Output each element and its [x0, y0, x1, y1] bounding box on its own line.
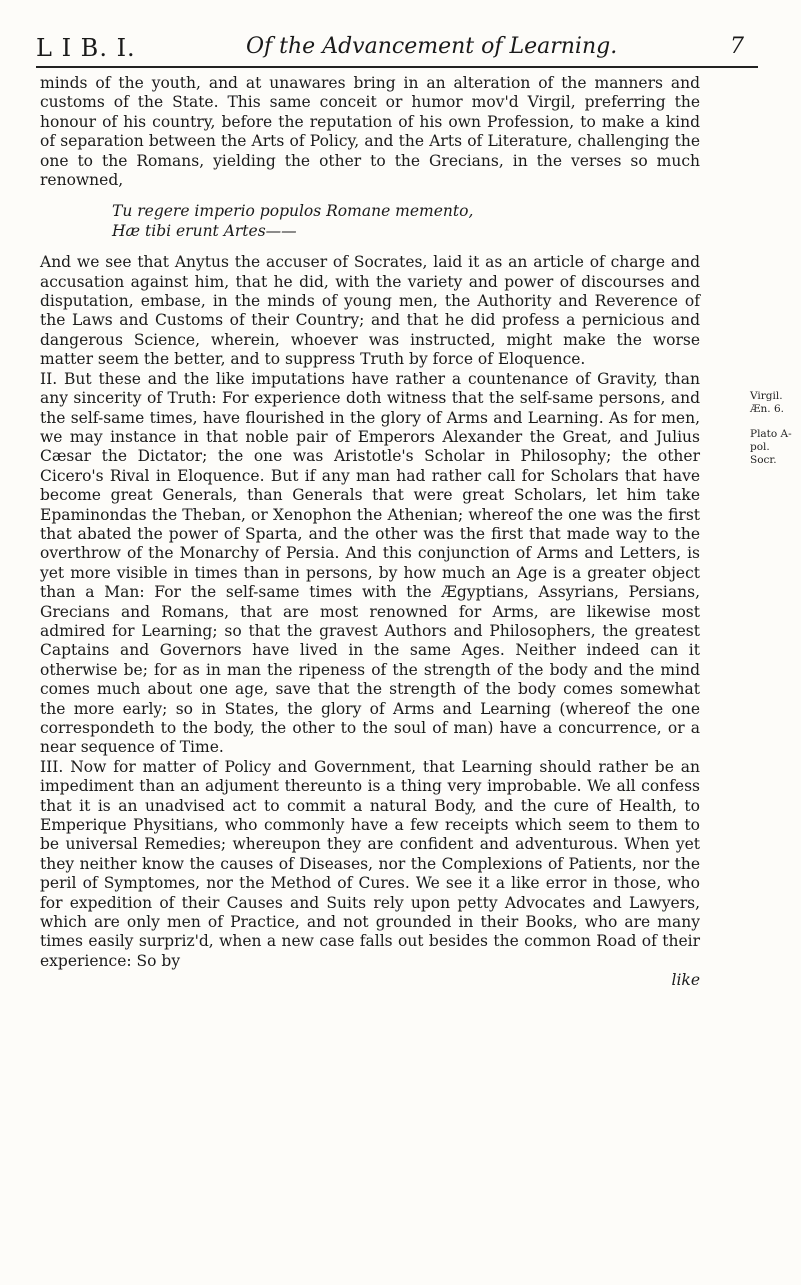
margin-note-plato: Plato A-pol. Socr. — [750, 428, 792, 466]
paragraph-4: III. Now for matter of Policy and Government, that Learning should rather be an impediment than an adjument thereunto is a thing very improbable. We all confess that it is an unadvised act to commit a natural Body, and the cure of Health, to Emperique Physitians, who commonly have a few receipts which seem to them to be universal Remedies; whereupon they are confident and adventurous. When yet they neither know the causes of Diseases, nor the Complexions of Patients, nor the peril of Symptomes, nor the Method of Cures. We see it a like error in those, who for expedition of their Causes and Suits rely upon petty Advocates and Lawyers, which are only men of Practice, and not grounded in their Books, who are many times easily surpriz'd, when a new case falls out besides the common Road of their experience: So by — [40, 757, 700, 970]
running-title: Of the Advancement of Learning. — [246, 34, 618, 59]
paragraph-3: II. But these and the like imputations have rather a countenance of Gravity, than any sincerity of Truth: For experience doth witness that the self-same persons, and the self-same times, have flourished in the glory of Arms and Learning. As for men, we may instance in that noble pair of Emperors Alexander the Great, and Julius Cæsar the Dictator; the one was Aristotle's Scholar in Philosophy; the other Cicero's Rival in Eloquence. But if any man had rather call for Scholars that have become great Generals, than Generals that were great Scholars, let him take Epaminondas the Theban, or Xenophon the Athenian; whereof the one was the first that abated the power of Sparta, and the other was the first that made way to the overthrow of the Monarchy of Persia. And this conjunction of Arms and Letters, is yet more visible in times than in persons, by how much an Age is a greater object than a Man: For the self-same times with the Ægyptians, Assyrians, Persians, Grecians and Romans, that are most renowned for Arms, are likewise most admired for Learning; so that the gravest Authors and Philosophers, the greatest Captains and Governors have lived in the same Ages. Neither indeed can it otherwise be; for as in man the ripeness of the strength of the body and the mind comes much about one age, save that the strength of the body comes somewhat the more early; so in States, the glory of Arms and Learning (whereof the one correspondeth to the body, the other to the soul of man) have a concurrence, or a near sequence of Time. — [40, 369, 700, 757]
virgil-quote — [112, 202, 700, 241]
running-header — [36, 24, 758, 68]
page-number: 7 — [730, 34, 744, 59]
paragraph-2: And we see that Anytus the accuser of Socrates, laid it as an article of charge and accusation against him, that he did, with the variety and power of discourses and disputation, embase, in the minds of young men, the Authority and Reverence of the Laws and Customs of their Country; and that he did profess a pernicious and dangerous Science, wherein, whoever was instructed, might make the worse matter seem the better, and to suppress Truth by force of Eloquence. — [40, 253, 700, 369]
paragraph-1: minds of the youth, and at unawares bring in an alteration of the manners and customs of the State. This same conceit or humor mov'd Virgil, preferring the honour of his country, before the reputation of his own Profession, to make a kind of separation between the Arts of Policy, and the Arts of Literature, challenging the one to the Romans, yielding the other to the Grecians, in the verses so much renowned, — [40, 74, 700, 190]
book-label: L I B. I. — [36, 34, 136, 62]
main-text — [40, 74, 700, 991]
margin-note-virgil: Virgil. Æn. 6. — [750, 390, 784, 415]
catchword: like — [671, 971, 700, 990]
quote-line-1: Tu regere imperio populos Romane memento, — [112, 202, 474, 221]
quote-line-2: Hæ tibi erunt Artes—— — [112, 221, 297, 240]
